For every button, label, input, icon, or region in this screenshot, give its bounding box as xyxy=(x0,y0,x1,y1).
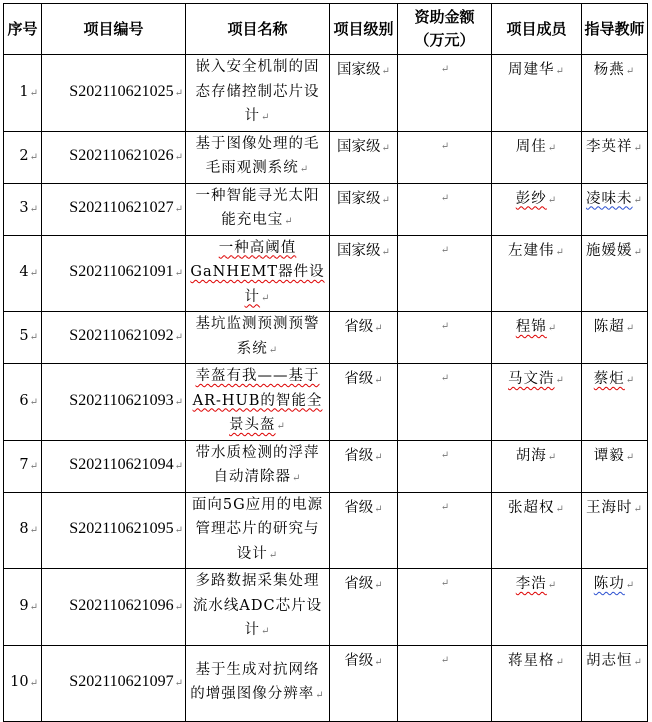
paragraph-mark-icon: ↵ xyxy=(625,375,636,386)
cell-code xyxy=(42,569,186,646)
paragraph-mark-icon: ↵ xyxy=(555,246,565,258)
cell-amount xyxy=(398,440,492,492)
cell-member-text: 张超权 xyxy=(508,499,555,516)
cell-code xyxy=(42,131,186,183)
cell-code xyxy=(42,492,186,569)
cell-member xyxy=(492,645,582,721)
cell-level xyxy=(330,364,398,441)
cell-code-text: S202110621097 xyxy=(69,672,174,690)
paragraph-mark-icon: ↵ xyxy=(381,194,390,206)
cell-name xyxy=(186,645,330,721)
cell-level xyxy=(330,569,398,646)
paragraph-mark-icon: ↵ xyxy=(440,140,450,152)
paragraph-mark-icon: ↵ xyxy=(174,151,183,163)
cell-index xyxy=(4,364,42,441)
cell-code xyxy=(42,364,186,441)
cell-index-text: 1 xyxy=(19,83,29,100)
cell-index-text: 9 xyxy=(19,597,29,614)
cell-index xyxy=(4,569,42,646)
paragraph-mark-icon: ↵ xyxy=(547,451,558,463)
paragraph-mark-icon: ↵ xyxy=(625,580,636,591)
paragraph-mark-icon: ↵ xyxy=(174,677,183,689)
cell-advisor xyxy=(582,131,648,183)
cell-level-text: 省级 xyxy=(344,576,374,592)
cell-code xyxy=(42,235,186,312)
cell-advisor-text: 蔡炬 xyxy=(593,371,625,387)
header-code: 项目编号 xyxy=(42,4,186,55)
paragraph-mark-icon: ↵ xyxy=(440,501,450,513)
cell-name-text: 基于生成对抗网络的增强图像分辨率 xyxy=(190,661,320,702)
paragraph-mark-icon: ↵ xyxy=(292,473,302,484)
table-row xyxy=(4,569,648,646)
cell-name-text: 面向5G应用的电源管理芯片的研究与设计 xyxy=(191,496,324,562)
paragraph-mark-icon: ↵ xyxy=(374,375,383,386)
paragraph-mark-icon: ↵ xyxy=(315,690,325,701)
table-row xyxy=(4,364,648,441)
paragraph-mark-icon: ↵ xyxy=(381,142,390,154)
table-row xyxy=(4,235,648,312)
cell-code xyxy=(42,312,186,364)
paragraph-mark-icon: ↵ xyxy=(555,66,565,77)
cell-member-text: 左建伟 xyxy=(508,242,555,259)
cell-code xyxy=(42,183,186,235)
paragraph-mark-icon: ↵ xyxy=(174,525,183,536)
paragraph-mark-icon: ↵ xyxy=(29,87,38,99)
paragraph-mark-icon: ↵ xyxy=(299,164,310,175)
cell-name-text: 基坑监测预测预警系统 xyxy=(195,316,320,357)
cell-name xyxy=(186,440,330,492)
paragraph-mark-icon: ↵ xyxy=(374,323,383,334)
cell-name-text: 多路数据采集处理流水线ADC芯片设计 xyxy=(192,573,323,638)
paragraph-mark-icon: ↵ xyxy=(440,244,450,256)
cell-member xyxy=(492,183,582,235)
cell-member xyxy=(492,312,582,364)
paragraph-mark-icon: ↵ xyxy=(374,503,383,515)
cell-index xyxy=(4,312,42,364)
paragraph-mark-icon: ↵ xyxy=(555,503,565,515)
cell-amount xyxy=(398,312,492,364)
cell-name-text: 一种智能寻光太阳能充电宝 xyxy=(195,187,320,228)
table-row xyxy=(4,492,648,569)
cell-member-text: 蒋星格 xyxy=(508,652,555,669)
cell-member-text: 胡海 xyxy=(515,447,547,464)
cell-amount xyxy=(398,569,492,646)
cell-amount xyxy=(398,131,492,183)
paragraph-mark-icon: ↵ xyxy=(174,203,183,215)
cell-code-text: S202110621025 xyxy=(69,82,174,100)
cell-level-text: 省级 xyxy=(344,371,374,387)
paragraph-mark-icon: ↵ xyxy=(440,321,450,332)
cell-advisor-text: 陈功 xyxy=(593,576,625,592)
cell-advisor xyxy=(582,645,648,721)
cell-advisor xyxy=(582,492,648,569)
paragraph-mark-icon: ↵ xyxy=(29,151,38,163)
cell-level xyxy=(330,492,398,569)
paragraph-mark-icon: ↵ xyxy=(547,580,558,591)
cell-member xyxy=(492,55,582,132)
paragraph-mark-icon: ↵ xyxy=(29,332,38,344)
paragraph-mark-icon: ↵ xyxy=(440,654,450,666)
header-advisor: 指导教师 xyxy=(582,4,648,55)
cell-name-text: 基于图像处理的毛毛雨观测系统 xyxy=(195,135,320,176)
cell-level xyxy=(330,235,398,312)
cell-advisor-text: 李英祥 xyxy=(586,138,633,155)
cell-advisor-text: 胡志恒 xyxy=(586,652,633,669)
paragraph-mark-icon: ↵ xyxy=(374,451,383,463)
table-row xyxy=(4,131,648,183)
paragraph-mark-icon: ↵ xyxy=(29,677,38,689)
header-index: 序号 xyxy=(4,4,42,55)
paragraph-mark-icon: ↵ xyxy=(174,87,183,99)
cell-index-text: 10 xyxy=(10,673,29,690)
paragraph-mark-icon: ↵ xyxy=(440,64,450,75)
cell-index xyxy=(4,55,42,132)
cell-member-text: 李浩 xyxy=(515,576,547,592)
cell-member xyxy=(492,364,582,441)
paragraph-mark-icon: ↵ xyxy=(29,525,38,536)
paragraph-mark-icon: ↵ xyxy=(625,66,636,77)
cell-level xyxy=(330,55,398,132)
paragraph-mark-icon: ↵ xyxy=(29,396,38,408)
table-row xyxy=(4,183,648,235)
paragraph-mark-icon: ↵ xyxy=(29,601,38,613)
cell-code-text: S202110621026 xyxy=(69,146,174,164)
cell-level xyxy=(330,131,398,183)
cell-advisor xyxy=(582,364,648,441)
cell-member xyxy=(492,492,582,569)
cell-advisor xyxy=(582,440,648,492)
cell-code-text: S202110621091 xyxy=(69,263,174,280)
header-level: 项目级别 xyxy=(330,4,398,55)
paragraph-mark-icon: ↵ xyxy=(374,580,383,591)
cell-name xyxy=(186,569,330,646)
paragraph-mark-icon: ↵ xyxy=(625,323,636,334)
paragraph-mark-icon: ↵ xyxy=(374,656,383,668)
cell-amount xyxy=(398,235,492,312)
cell-advisor xyxy=(582,312,648,364)
table-row xyxy=(4,440,648,492)
cell-advisor xyxy=(582,55,648,132)
cell-index-text: 2 xyxy=(19,147,29,164)
table-row xyxy=(4,645,648,721)
cell-advisor-text: 施媛媛 xyxy=(586,242,633,259)
cell-member-text: 周建华 xyxy=(508,62,555,78)
paragraph-mark-icon: ↵ xyxy=(29,203,38,215)
paragraph-mark-icon: ↵ xyxy=(174,396,183,408)
cell-member xyxy=(492,569,582,646)
cell-code-text: S202110621094 xyxy=(69,455,174,473)
cell-advisor xyxy=(582,235,648,312)
header-members: 项目成员 xyxy=(492,4,582,55)
paragraph-mark-icon: ↵ xyxy=(174,332,183,344)
table-body xyxy=(4,55,648,722)
paragraph-mark-icon: ↵ xyxy=(261,292,271,304)
cell-advisor xyxy=(582,569,648,646)
cell-index xyxy=(4,131,42,183)
paragraph-mark-icon: ↵ xyxy=(633,246,643,258)
paragraph-mark-icon: ↵ xyxy=(547,323,558,334)
cell-name xyxy=(186,492,330,569)
cell-level-text: 省级 xyxy=(344,447,374,464)
header-name: 项目名称 xyxy=(186,4,330,55)
cell-index-text: 7 xyxy=(19,456,29,473)
cell-index-text: 8 xyxy=(19,521,29,537)
cell-index xyxy=(4,645,42,721)
cell-level-text: 省级 xyxy=(344,652,374,669)
cell-index xyxy=(4,183,42,235)
cell-member xyxy=(492,131,582,183)
cell-index xyxy=(4,235,42,312)
cell-level-text: 国家级 xyxy=(337,242,381,259)
project-table xyxy=(3,3,648,722)
cell-member-text: 彭纱 xyxy=(515,190,547,207)
cell-member-text: 周佳 xyxy=(515,138,547,155)
cell-level xyxy=(330,440,398,492)
cell-member xyxy=(492,235,582,312)
cell-name-text: 带水质检测的浮萍自动清除器 xyxy=(195,444,320,485)
header-row xyxy=(4,4,648,55)
cell-member-text: 程锦 xyxy=(515,319,547,335)
cell-advisor xyxy=(582,183,648,235)
paragraph-mark-icon: ↵ xyxy=(440,449,450,461)
cell-level-text: 国家级 xyxy=(337,190,381,207)
cell-code-text: S202110621096 xyxy=(69,596,174,614)
paragraph-mark-icon: ↵ xyxy=(29,268,38,279)
cell-advisor-text: 王海时 xyxy=(586,499,633,516)
header-amount: 资助金额（万元） xyxy=(398,4,492,55)
cell-level-text: 省级 xyxy=(344,499,374,516)
paragraph-mark-icon: ↵ xyxy=(547,194,558,206)
cell-name xyxy=(186,312,330,364)
paragraph-mark-icon: ↵ xyxy=(29,460,38,472)
cell-advisor-text: 杨燕 xyxy=(593,62,625,78)
table-row xyxy=(4,55,648,132)
cell-index xyxy=(4,440,42,492)
cell-level-text: 国家级 xyxy=(337,138,381,155)
paragraph-mark-icon: ↵ xyxy=(268,344,279,356)
cell-advisor-text: 陈超 xyxy=(593,319,625,335)
paragraph-mark-icon: ↵ xyxy=(261,112,271,123)
cell-name-text: 幸盔有我——基于AR-HUB的智能全景头盔 xyxy=(192,368,323,433)
paragraph-mark-icon: ↵ xyxy=(555,375,565,386)
table-row xyxy=(4,312,648,364)
cell-code-text: S202110621092 xyxy=(69,327,174,345)
cell-index-text: 4 xyxy=(19,264,29,280)
cell-amount xyxy=(398,645,492,721)
paragraph-mark-icon: ↵ xyxy=(440,578,450,589)
cell-amount xyxy=(398,55,492,132)
paragraph-mark-icon: ↵ xyxy=(625,451,636,463)
cell-level xyxy=(330,183,398,235)
paragraph-mark-icon: ↵ xyxy=(547,142,558,154)
paragraph-mark-icon: ↵ xyxy=(174,268,183,279)
cell-name xyxy=(186,235,330,312)
cell-amount xyxy=(398,364,492,441)
paragraph-mark-icon: ↵ xyxy=(555,656,565,668)
cell-level xyxy=(330,312,398,364)
cell-member-text: 马文浩 xyxy=(508,371,555,387)
cell-name xyxy=(186,55,330,132)
cell-index-text: 5 xyxy=(19,328,29,345)
cell-name-text: 一种高阈值GaNHEMT器件设计 xyxy=(190,239,325,305)
cell-index-text: 6 xyxy=(19,392,29,409)
cell-level xyxy=(330,645,398,721)
paragraph-mark-icon: ↵ xyxy=(440,373,450,384)
paragraph-mark-icon: ↵ xyxy=(174,460,183,472)
cell-level-text: 省级 xyxy=(344,319,374,335)
cell-code-text: S202110621027 xyxy=(69,198,174,216)
cell-name xyxy=(186,131,330,183)
cell-name xyxy=(186,183,330,235)
cell-index xyxy=(4,492,42,569)
paragraph-mark-icon: ↵ xyxy=(633,503,643,515)
paragraph-mark-icon: ↵ xyxy=(381,246,390,258)
cell-advisor-text: 谭毅 xyxy=(593,447,625,464)
paragraph-mark-icon: ↵ xyxy=(174,601,183,613)
cell-amount xyxy=(398,492,492,569)
paragraph-mark-icon: ↵ xyxy=(633,656,643,668)
paragraph-mark-icon: ↵ xyxy=(633,142,643,154)
cell-amount xyxy=(398,183,492,235)
cell-code-text: S202110621095 xyxy=(69,520,174,537)
cell-advisor-text: 凌味未 xyxy=(586,190,633,207)
cell-code xyxy=(42,645,186,721)
paragraph-mark-icon: ↵ xyxy=(633,194,643,206)
cell-name xyxy=(186,364,330,441)
cell-index-text: 3 xyxy=(19,199,29,216)
paragraph-mark-icon: ↵ xyxy=(440,192,450,204)
paragraph-mark-icon: ↵ xyxy=(268,549,279,561)
cell-name-text: 嵌入安全机制的固态存储控制芯片设计 xyxy=(195,59,320,124)
cell-code xyxy=(42,440,186,492)
cell-code xyxy=(42,55,186,132)
paragraph-mark-icon: ↵ xyxy=(381,66,390,77)
paragraph-mark-icon: ↵ xyxy=(284,216,294,227)
paragraph-mark-icon: ↵ xyxy=(276,421,286,432)
cell-code-text: S202110621093 xyxy=(69,391,174,409)
cell-level-text: 国家级 xyxy=(337,62,381,78)
cell-member xyxy=(492,440,582,492)
paragraph-mark-icon: ↵ xyxy=(261,626,271,637)
